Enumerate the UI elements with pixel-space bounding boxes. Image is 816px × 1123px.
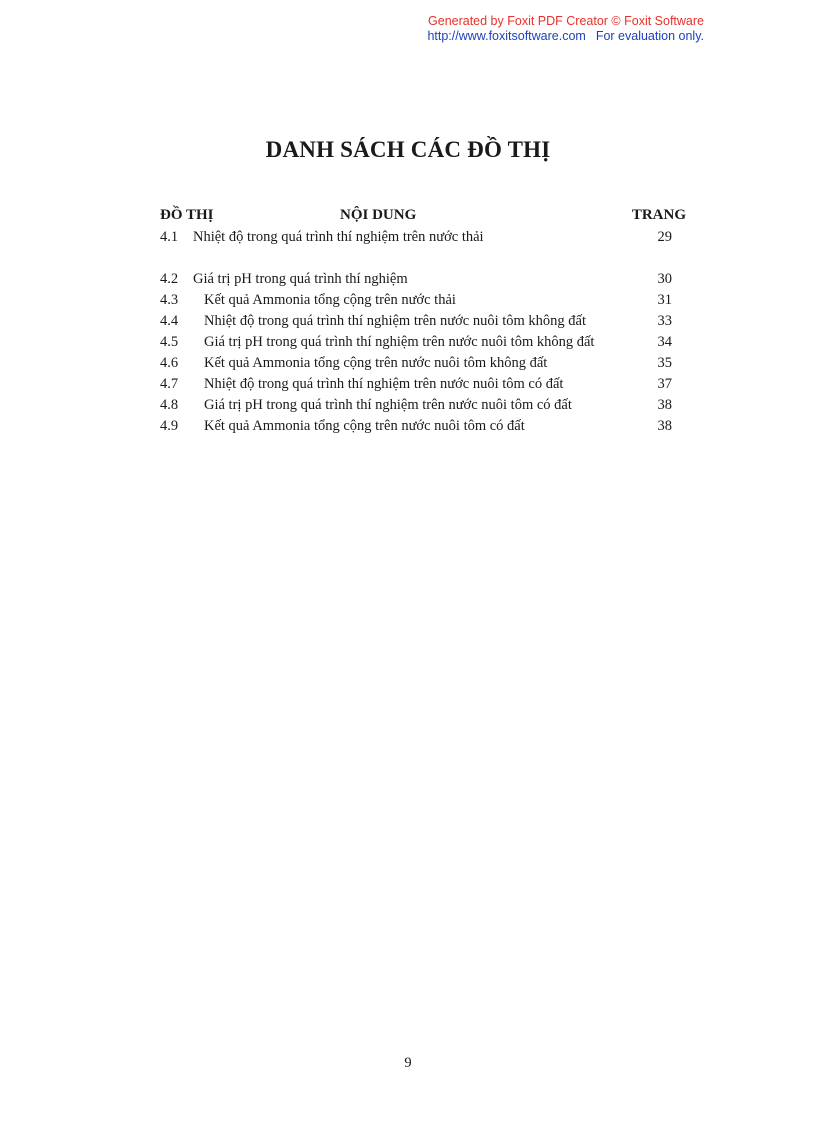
- toc-list: [160, 229, 686, 439]
- toc-entry: [160, 313, 686, 334]
- entry-page: 37: [657, 376, 672, 392]
- watermark-evaluation-note: For evaluation only.: [595, 29, 704, 43]
- entry-title: Kết quả Ammonia tổng cộng trên nước nuôi tôm có đất: [204, 418, 525, 434]
- toc-entry: [160, 397, 686, 418]
- entry-title: Nhiệt độ trong quá trình thí nghiệm trên nước nuôi tôm có đất: [204, 376, 564, 392]
- entry-number: 4.7: [160, 376, 179, 392]
- entry-number: 4.1: [160, 229, 179, 245]
- toc-entry: [160, 229, 686, 250]
- toc-entry: [160, 418, 686, 439]
- entry-title: Kết quả Ammonia tổng cộng trên nước nuôi tôm không đất: [204, 355, 548, 371]
- entry-number: 4.4: [160, 313, 179, 329]
- entry-title: Giá trị pH trong quá trình thí nghiệm trên nước nuôi tôm có đất: [204, 397, 572, 413]
- entry-page: 35: [657, 355, 672, 371]
- entry-number: 4.5: [160, 334, 179, 350]
- entry-title: Kết quả Ammonia tổng cộng trên nước thải: [204, 292, 456, 308]
- toc-entry: [160, 292, 686, 313]
- entry-number: 4.9: [160, 418, 179, 434]
- header-content-label: NỘI DUNG: [340, 207, 417, 223]
- header-page-label: TRANG: [631, 207, 686, 223]
- entry-page: 38: [657, 418, 672, 434]
- toc-entry: [160, 271, 686, 292]
- toc-entry: [160, 376, 686, 397]
- entry-page: 31: [657, 292, 672, 308]
- entry-title: Nhiệt độ trong quá trình thí nghiệm trên nước nuôi tôm không đất: [204, 313, 586, 329]
- entry-title: Giá trị pH trong quá trình thí nghiệm trên nước nuôi tôm không đất: [204, 334, 595, 350]
- toc-entry: [160, 355, 686, 376]
- entry-number: 4.3: [160, 292, 179, 308]
- page-number: 9: [404, 1055, 412, 1071]
- watermark-line2: [427, 29, 704, 44]
- toc-header: [160, 207, 686, 227]
- entry-number: 4.2: [160, 271, 179, 287]
- watermark-url[interactable]: http://www.foxitsoftware.com: [427, 29, 586, 43]
- entry-page: 30: [657, 271, 672, 287]
- entry-title: Giá trị pH trong quá trình thí nghiệm: [193, 271, 408, 287]
- entry-number: 4.6: [160, 355, 179, 371]
- entry-page: 38: [657, 397, 672, 413]
- entry-page: 29: [657, 229, 672, 245]
- header-number-label: ĐỒ THỊ: [160, 207, 214, 223]
- entry-page: 34: [657, 334, 672, 350]
- page-title: DANH SÁCH CÁC ĐỒ THỊ: [265, 137, 551, 162]
- foxit-watermark: [427, 14, 704, 44]
- entry-title: Nhiệt độ trong quá trình thí nghiệm trên nước thải: [193, 229, 484, 245]
- entry-page: 33: [657, 313, 672, 329]
- entry-number: 4.8: [160, 397, 179, 413]
- watermark-generated-by: Generated by Foxit PDF Creator © Foxit Software: [428, 14, 704, 28]
- toc-entry: [160, 334, 686, 355]
